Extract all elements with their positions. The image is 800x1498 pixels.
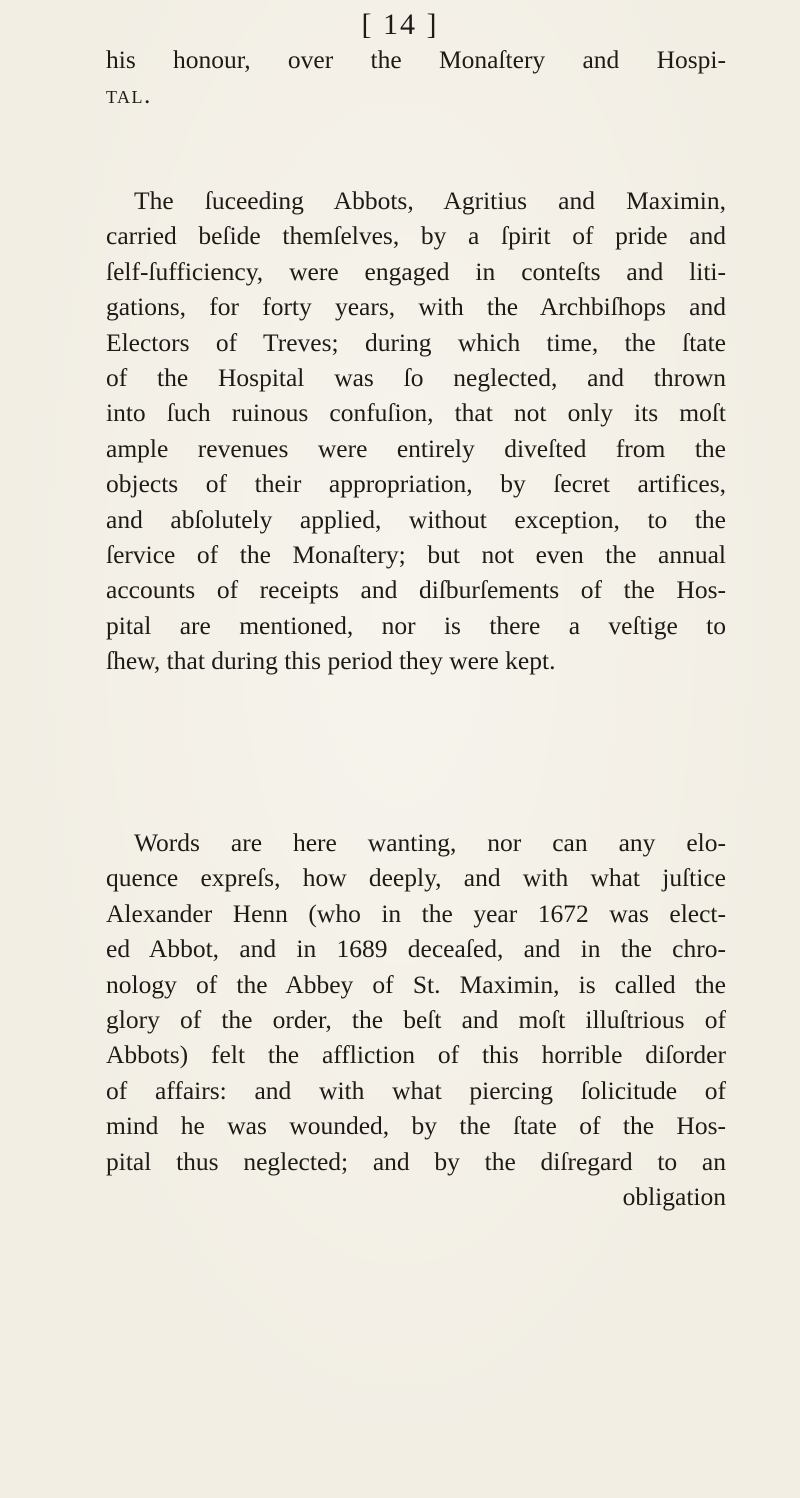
text-line: quence expreſs, how deeply, and with what juſtice — [106, 863, 726, 893]
text-line: accounts of receipts and diſburſements of the Hos- — [106, 575, 726, 605]
text-line: glory of the order, the beſt and moſt illuſtrious of — [106, 1004, 726, 1034]
catchword: obligation — [622, 1181, 726, 1211]
text-line: his honour, over the Monaſtery and Hospi- — [106, 45, 726, 74]
text-line: ed Abbot, and in 1689 deceaſed, and in the chro- — [106, 934, 726, 964]
text-line: mind he was wounded, by the ſtate of the Hos- — [106, 1111, 726, 1141]
paragraph-abbots — [106, 183, 726, 678]
text-line: ſhew, that during this period they were kept. — [106, 646, 556, 676]
text-line: pital are mentioned, nor is there a veſtige to — [106, 610, 726, 640]
text-line: of the Hospital was ſo neglected, and thrown — [106, 362, 726, 392]
page-number: [ 14 ] — [361, 8, 439, 41]
text-line: ample revenues were entirely diveſted from the — [106, 433, 726, 463]
text-line: of affairs: and with what piercing ſolicitude of — [106, 1075, 726, 1105]
text-line: pital thus neglected; and by the diſregard to an — [106, 1146, 726, 1176]
paragraph-words-wanting — [106, 825, 726, 1214]
paragraph-continuation — [106, 42, 726, 113]
text-line: gations, for forty years, with the Archbiſhops and — [106, 292, 726, 322]
text-line: tal. — [106, 80, 152, 110]
text-line: and abſolutely applied, without exception, to the — [106, 504, 726, 534]
text-line: ſelf-ſufficiency, were engaged in conteſts and liti- — [106, 256, 726, 286]
text-line: ſervice of the Monaſtery; but not even the annual — [106, 539, 726, 569]
text-line: carried beſide themſelves, by a ſpirit of pride and — [106, 221, 726, 251]
text-line: into ſuch ruinous confuſion, that not only its moſt — [106, 398, 726, 428]
text-line: nology of the Abbey of St. Maximin, is called the — [106, 969, 726, 999]
text-line: objects of their appropriation, by ſecret artifices, — [106, 469, 726, 499]
text-line: Electors of Treves; during which time, the ſtate — [106, 327, 726, 357]
text-line: Alexander Henn (who in the year 1672 was elect- — [106, 898, 726, 928]
text-line: Words are here wanting, nor can any elo- — [134, 828, 726, 857]
text-line: The ſuceeding Abbots, Agritius and Maximin, — [134, 186, 726, 215]
text-line: Abbots) felt the affliction of this horrible diſorder — [106, 1040, 726, 1070]
